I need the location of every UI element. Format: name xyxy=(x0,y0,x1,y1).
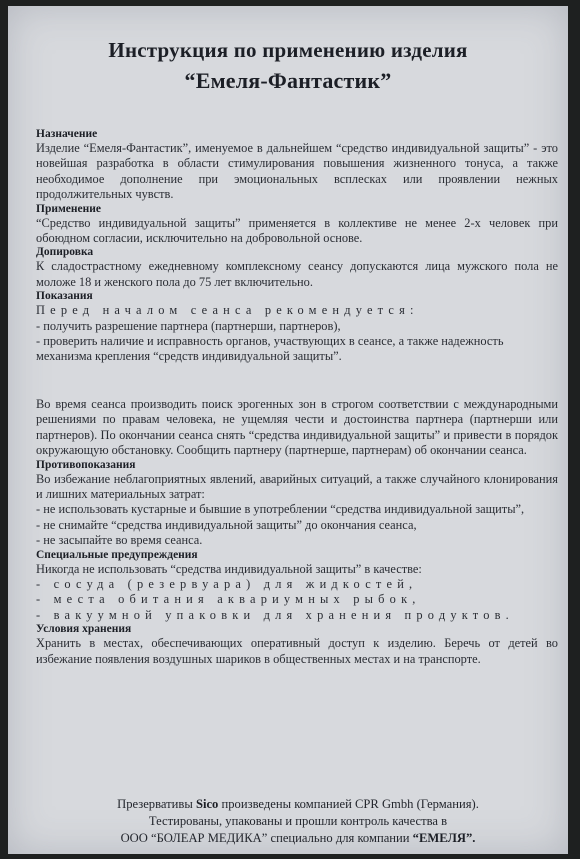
list-item: - вакуумной упаковки для хранения продуктов. xyxy=(36,607,514,622)
section-indications xyxy=(36,290,558,458)
list-item: - не снимайте “средства индивидуальной защиты” до окончания сеанса, xyxy=(36,517,417,532)
indications-list xyxy=(36,319,558,365)
section-heading: Назначение xyxy=(36,128,98,140)
section-purpose xyxy=(36,128,558,203)
document-title: Инструкция по применению изделия xyxy=(108,38,468,62)
footer-line-2: Тестированы, упакованы и прошли контроль качества в xyxy=(148,814,448,828)
section-special-warnings xyxy=(36,549,558,624)
brand-name: Sico xyxy=(195,797,219,811)
manufacturer-note xyxy=(48,796,548,847)
list-item: - получить разрешение партнера (партнерши, партнеров), xyxy=(36,318,341,333)
special-warnings-list xyxy=(36,577,558,623)
footer-text: ООО “БОЛЕАР МЕДИКА” специально для компании xyxy=(120,831,410,845)
list-item: - не засыпайте во время сеанса. xyxy=(36,533,203,548)
section-storage xyxy=(36,623,558,667)
section-heading: Допировка xyxy=(36,246,94,259)
footer-text: Презервативы xyxy=(117,797,193,811)
footer-line-1 xyxy=(48,796,548,813)
blank-space xyxy=(36,365,558,397)
section-usage xyxy=(36,203,558,247)
footer-text: произведены компанией CPR Gmbh (Германия). xyxy=(221,797,479,811)
instruction-sheet xyxy=(8,6,568,854)
section-text: К сладострастному ежедневному комплексному сеансу допускаются лица мужского пола не моложе 18 и женского пола до 75 лет включительно. xyxy=(36,259,558,289)
section-intro: Перед началом сеанса рекомендуется: xyxy=(36,303,419,318)
list-item: - места обитания аквариумных рыбок, xyxy=(36,592,421,607)
section-heading: Условия хранения xyxy=(36,623,132,636)
section-text: Изделие “Емеля-Фантастик”, именуемое в дальнейшем “средство индивидуальной защиты” - это новейшая разработка в области стимулирования повышения жизненного тонуса, а также необходимое дополнение при эмоциональных всплесках или проявлении нежных продолжительных чувств. xyxy=(36,141,558,202)
section-text: Хранить в местах, обеспечивающих оперативный доступ к изделию. Беречь от детей во избежание появления воздушных шариков в общественных местах и на транспорте. xyxy=(36,636,558,666)
list-item: - проверить наличие и исправность органов, участвующих в сеансе, а также надежность механизма крепления “средств индивидуальной защиты”. xyxy=(36,334,504,364)
section-heading: Специальные предупреждения xyxy=(36,548,198,561)
list-item: - сосуда (резервуара) для жидкостей, xyxy=(36,576,418,591)
instruction-body xyxy=(36,128,558,667)
section-heading: Противопоказания xyxy=(36,458,136,471)
contraindications-list xyxy=(36,502,558,548)
company-name: “ЕМЕЛЯ”. xyxy=(412,831,476,845)
section-text: Во время сеанса производить поиск эрогенных зон в строгом соответствии с международными решениями по правам человека, не ущемляя чести и достоинства партнера (партнерши или партнеров). По окончании сеанса снять “средства индивидуальной защиты” и привести в порядок окружающую обстановку. Сообщить партнеру (партнерше, партнерам) об окончании сеанса. xyxy=(36,396,558,458)
section-heading: Применение xyxy=(36,202,101,215)
section-intro: Никогда не использовать “средства индивидуальной защиты” в качестве: xyxy=(36,561,422,576)
section-admission xyxy=(36,246,558,290)
section-heading: Показания xyxy=(36,290,93,303)
footer-line-3 xyxy=(48,830,548,847)
section-contraindications xyxy=(36,459,558,549)
product-name-title: “Емеля-Фантастик” xyxy=(184,68,392,93)
section-text: “Средство индивидуальной защиты” применяется в коллективе не менее 2-х человек при обоюдном согласии, исключительно на добровольной основе. xyxy=(36,215,558,246)
section-intro: Во избежание неблагоприятных явлений, аварийных ситуаций, а также случайного клонирования и лишних материальных затрат: xyxy=(36,471,558,501)
list-item: - не использовать кустарные и бывшие в употреблении “средства индивидуальной защиты”, xyxy=(36,502,525,517)
